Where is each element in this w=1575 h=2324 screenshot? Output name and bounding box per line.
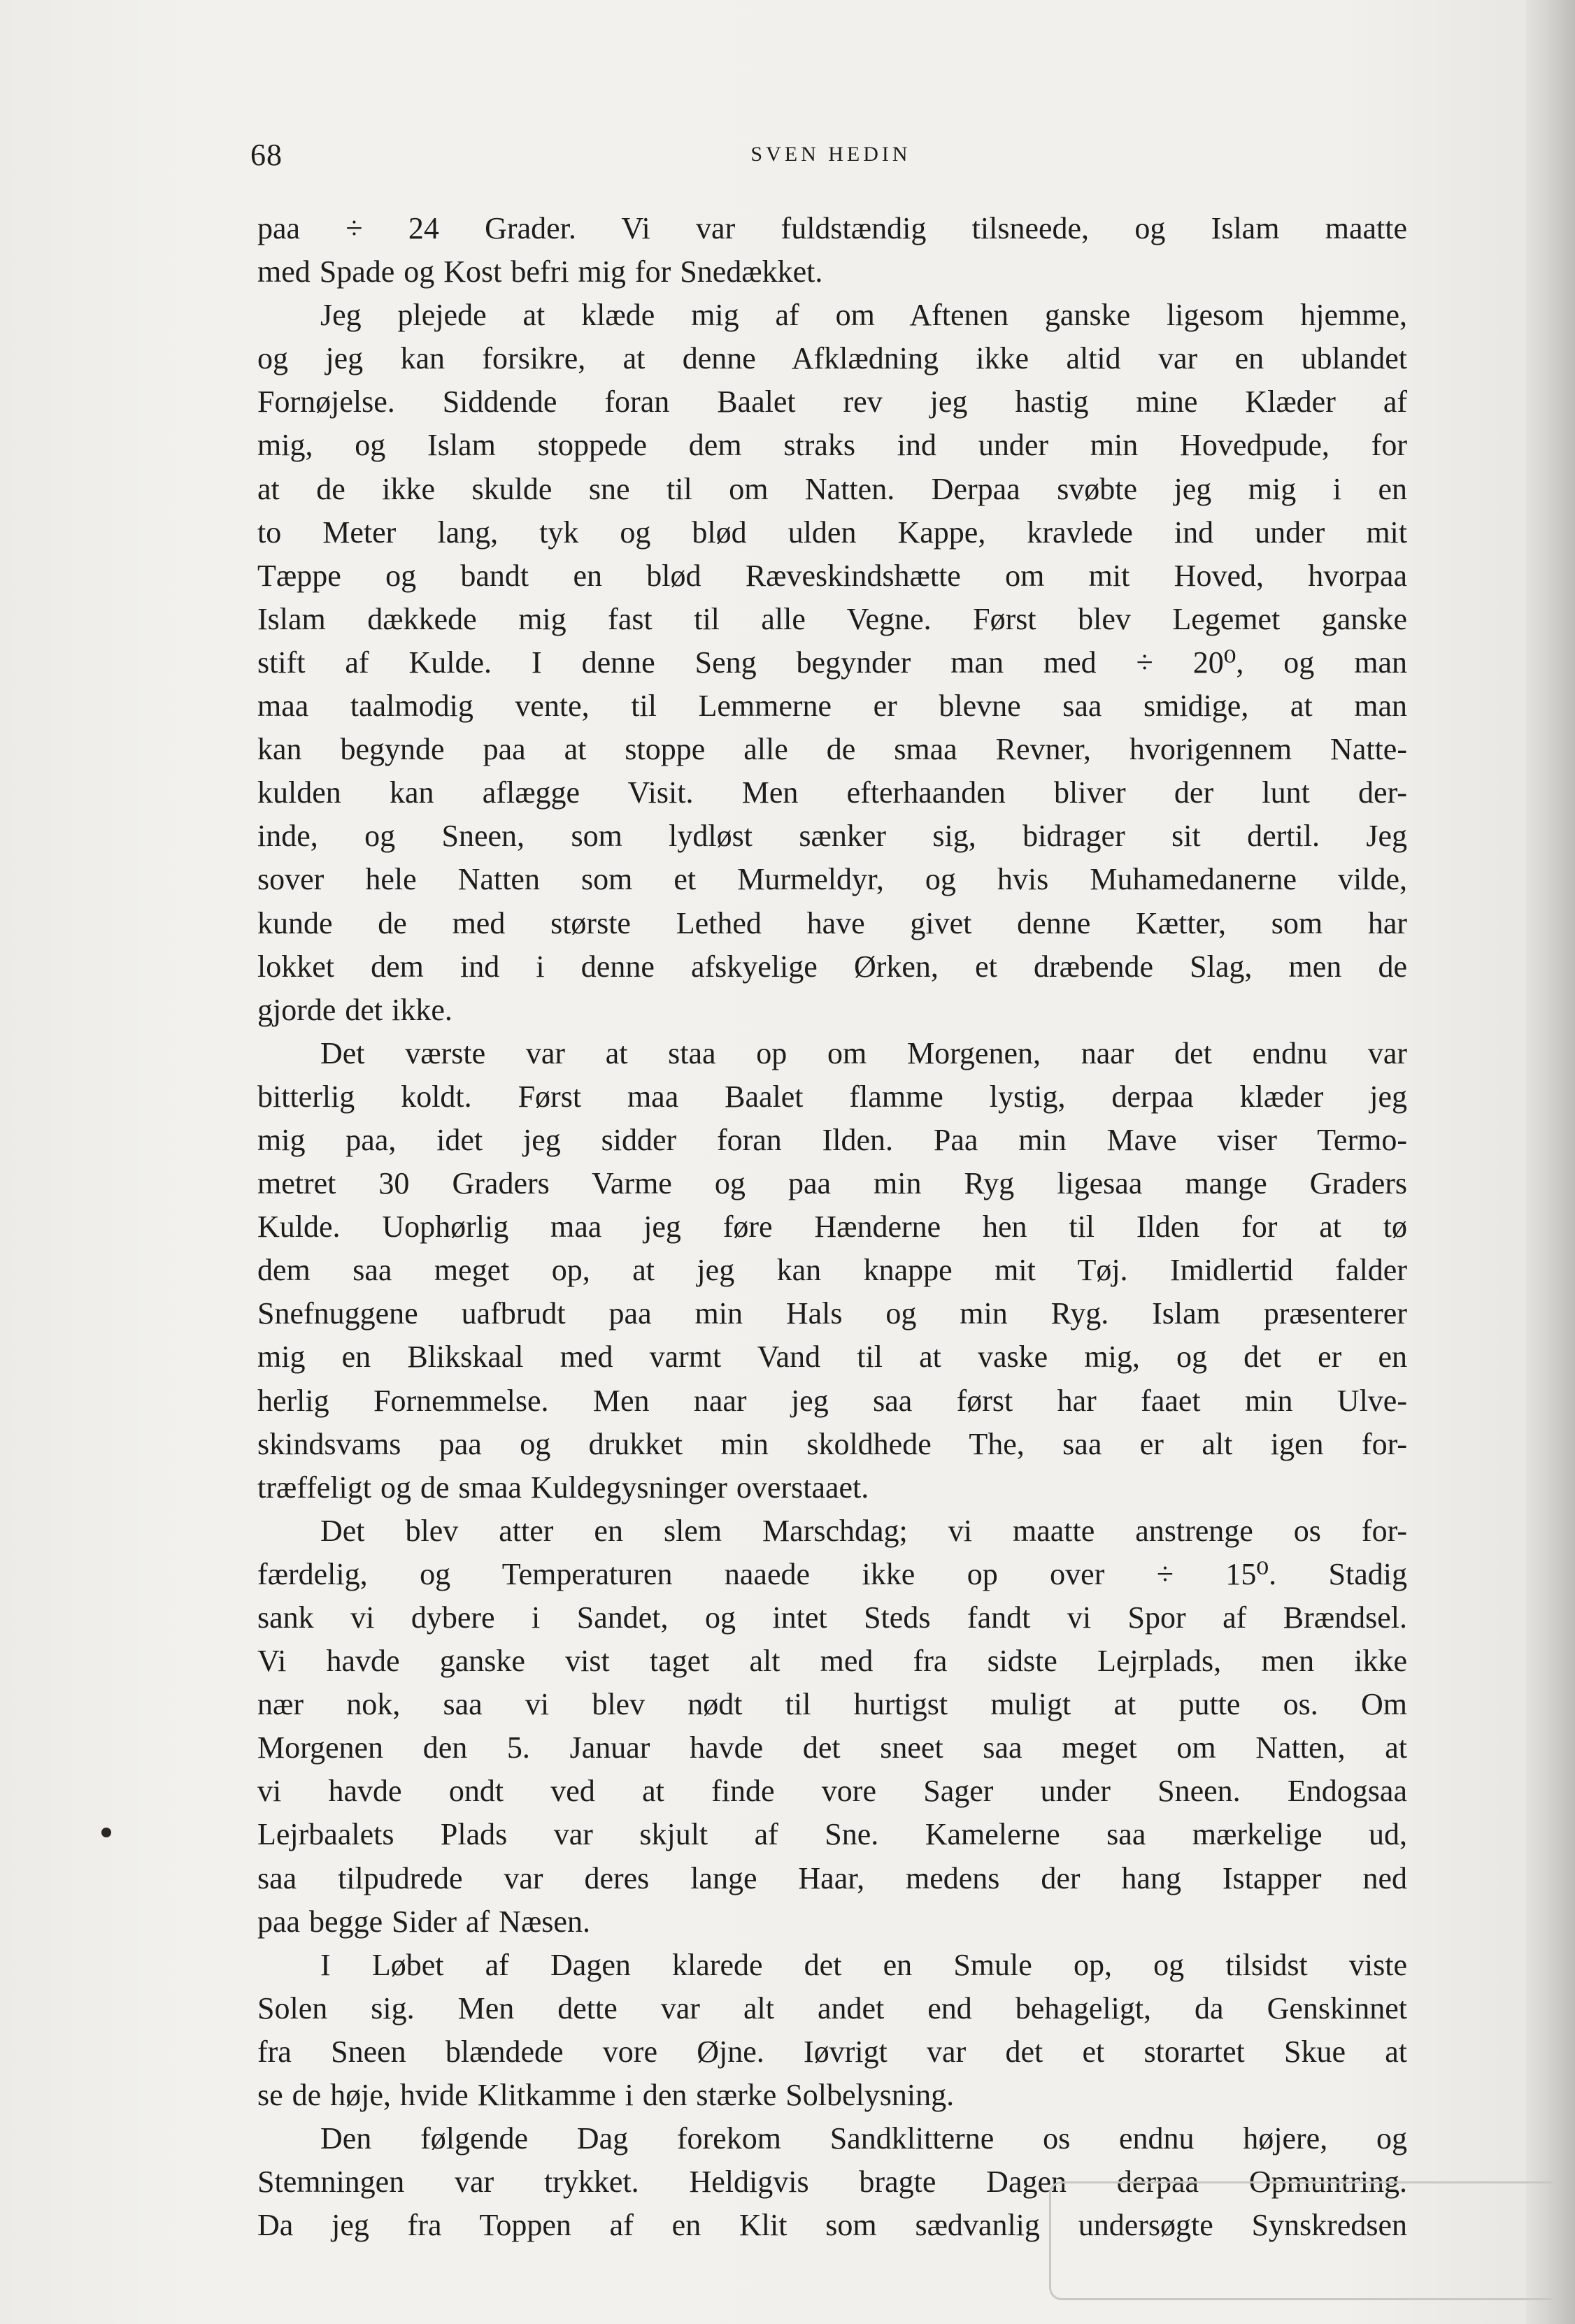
text-line: to Meter lang, tyk og blød ulden Kappe, kravlede ind under mit [257,515,1407,550]
text-line: metret 30 Graders Varme og paa min Ryg ligesaa mange Graders [257,1166,1407,1201]
text-line: mig paa, idet jeg sidder foran Ilden. Paa min Mave viser Termo- [257,1122,1407,1157]
text-line: paa ÷ 24 Grader. Vi var fuldstændig tilsneede, og Islam maatte [257,211,1407,245]
text-line: saa tilpudrede var deres lange Haar, medens der hang Istapper ned [257,1860,1407,1895]
text-line: sank vi dybere i Sandet, og intet Steds fandt vi Spor af Brændsel. [257,1600,1407,1635]
text-line: Det værste var at staa op om Morgenen, naar det endnu var [320,1035,1407,1070]
text-line: at de ikke skulde sne til om Natten. Derpaa svøbte jeg mig i en [257,471,1407,506]
page-edge-shadow [1526,0,1575,2324]
text-line: herlig Fornemmelse. Men naar jeg saa først har faaet min Ulve- [257,1383,1407,1418]
text-line: Islam dækkede mig fast til alle Vegne. Først blev Legemet ganske [257,601,1407,636]
text-line: mig, og Islam stoppede dem straks ind under min Hovedpude, for [257,428,1407,463]
text-line: Fornøjelse. Siddende foran Baalet rev jeg hastig mine Klæder af [257,385,1407,419]
text-line: Jeg plejede at klæde mig af om Aftenen ganske ligesom hjemme, [320,298,1407,333]
text-line: kulden kan aflægge Visit. Men efterhaanden bliver der lunt der- [257,775,1407,810]
text-line: lokket dem ind i denne afskyelige Ørken, et dræbende Slag, men de [257,949,1407,984]
text-line: maa taalmodig vente, til Lemmerne er blevne saa smidige, at man [257,689,1407,724]
text-line: vi havde ondt ved at finde vore Sager under Sneen. Endogsaa [257,1774,1407,1809]
text-line: fra Sneen blændede vore Øjne. Iøvrigt var det et storartet Skue at [257,2034,1407,2069]
text-line: Kulde. Uophørlig maa jeg føre Hænderne hen til Ilden for at tø [257,1210,1407,1245]
text-line: inde, og Sneen, som lydløst sænker sig, bidrager sit dertil. Jeg [257,819,1407,854]
text-line: Solen sig. Men dette var alt andet end behageligt, da Genskinnet [257,1991,1407,2025]
text-line: træffeligt og de smaa Kuldegysninger overstaaet. [257,1470,869,1505]
text-line: kan begynde paa at stoppe alle de smaa Revner, hvorigennem Natte- [257,732,1407,767]
text-line: Da jeg fra Toppen af en Klit som sædvanlig undersøgte Synskredsen [257,2208,1407,2243]
text-line: gjorde det ikke. [257,992,452,1027]
text-line: med Spade og Kost befri mig for Snedækket. [257,254,823,289]
text-line: kunde de med største Lethed have givet denne Kætter, som har [257,905,1407,940]
page-number: 68 [250,138,283,172]
text-line: Lejrbaalets Plads var skjult af Sne. Kamelerne saa mærkelige ud, [257,1817,1407,1852]
text-line: sover hele Natten som et Murmeldyr, og hvis Muhamedanerne vilde, [257,862,1407,897]
text-line: Det blev atter en slem Marschdag; vi maatte anstrenge os for- [320,1513,1407,1548]
running-head: SVEN HEDIN [750,143,911,166]
body-text [257,207,1407,2247]
text-line: bitterlig koldt. Først maa Baalet flamme lystig, derpaa klæder jeg [257,1079,1407,1114]
margin-mark [101,1828,111,1837]
text-line: stift af Kulde. I denne Seng begynder man med ÷ 20⁰, og man [257,645,1407,680]
text-line: paa begge Sider af Næsen. [257,1904,590,1939]
text-line: nær nok, saa vi blev nødt til hurtigst muligt at putte os. Om [257,1687,1407,1722]
text-line: Morgenen den 5. Januar havde det sneet saa meget om Natten, at [257,1730,1407,1765]
text-line: se de høje, hvide Klitkamme i den stærke Solbelysning. [257,2078,955,2113]
text-line: dem saa meget op, at jeg kan knappe mit Tøj. Imidlertid falder [257,1253,1407,1288]
text-line: Stemningen var trykket. Heldigvis bragte Dagen derpaa Opmuntring. [257,2165,1407,2200]
text-line: mig en Blikskaal med varmt Vand til at vaske mig, og det er en [257,1340,1407,1375]
text-line: Snefnuggene uafbrudt paa min Hals og min Ryg. Islam præsenterer [257,1296,1407,1331]
text-line: Tæppe og bandt en blød Ræveskindshætte om mit Hoved, hvorpaa [257,558,1407,593]
text-line: færdelig, og Temperaturen naaede ikke op over ÷ 15⁰. Stadig [257,1556,1407,1591]
text-line: skindsvams paa og drukket min skoldhede The, saa er alt igen for- [257,1426,1407,1461]
text-line: Vi havde ganske vist taget alt med fra sidste Lejrplads, men ikke [257,1644,1407,1679]
page-header [250,137,1411,179]
text-line: I Løbet af Dagen klarede det en Smule op, og tilsidst viste [320,1947,1407,1982]
text-line: Den følgende Dag forekom Sandklitterne os endnu højere, og [320,2121,1407,2156]
library-label-frame [1049,2181,1553,2300]
text-line: og jeg kan forsikre, at denne Afklædning ikke altid var en ublandet [257,341,1407,376]
